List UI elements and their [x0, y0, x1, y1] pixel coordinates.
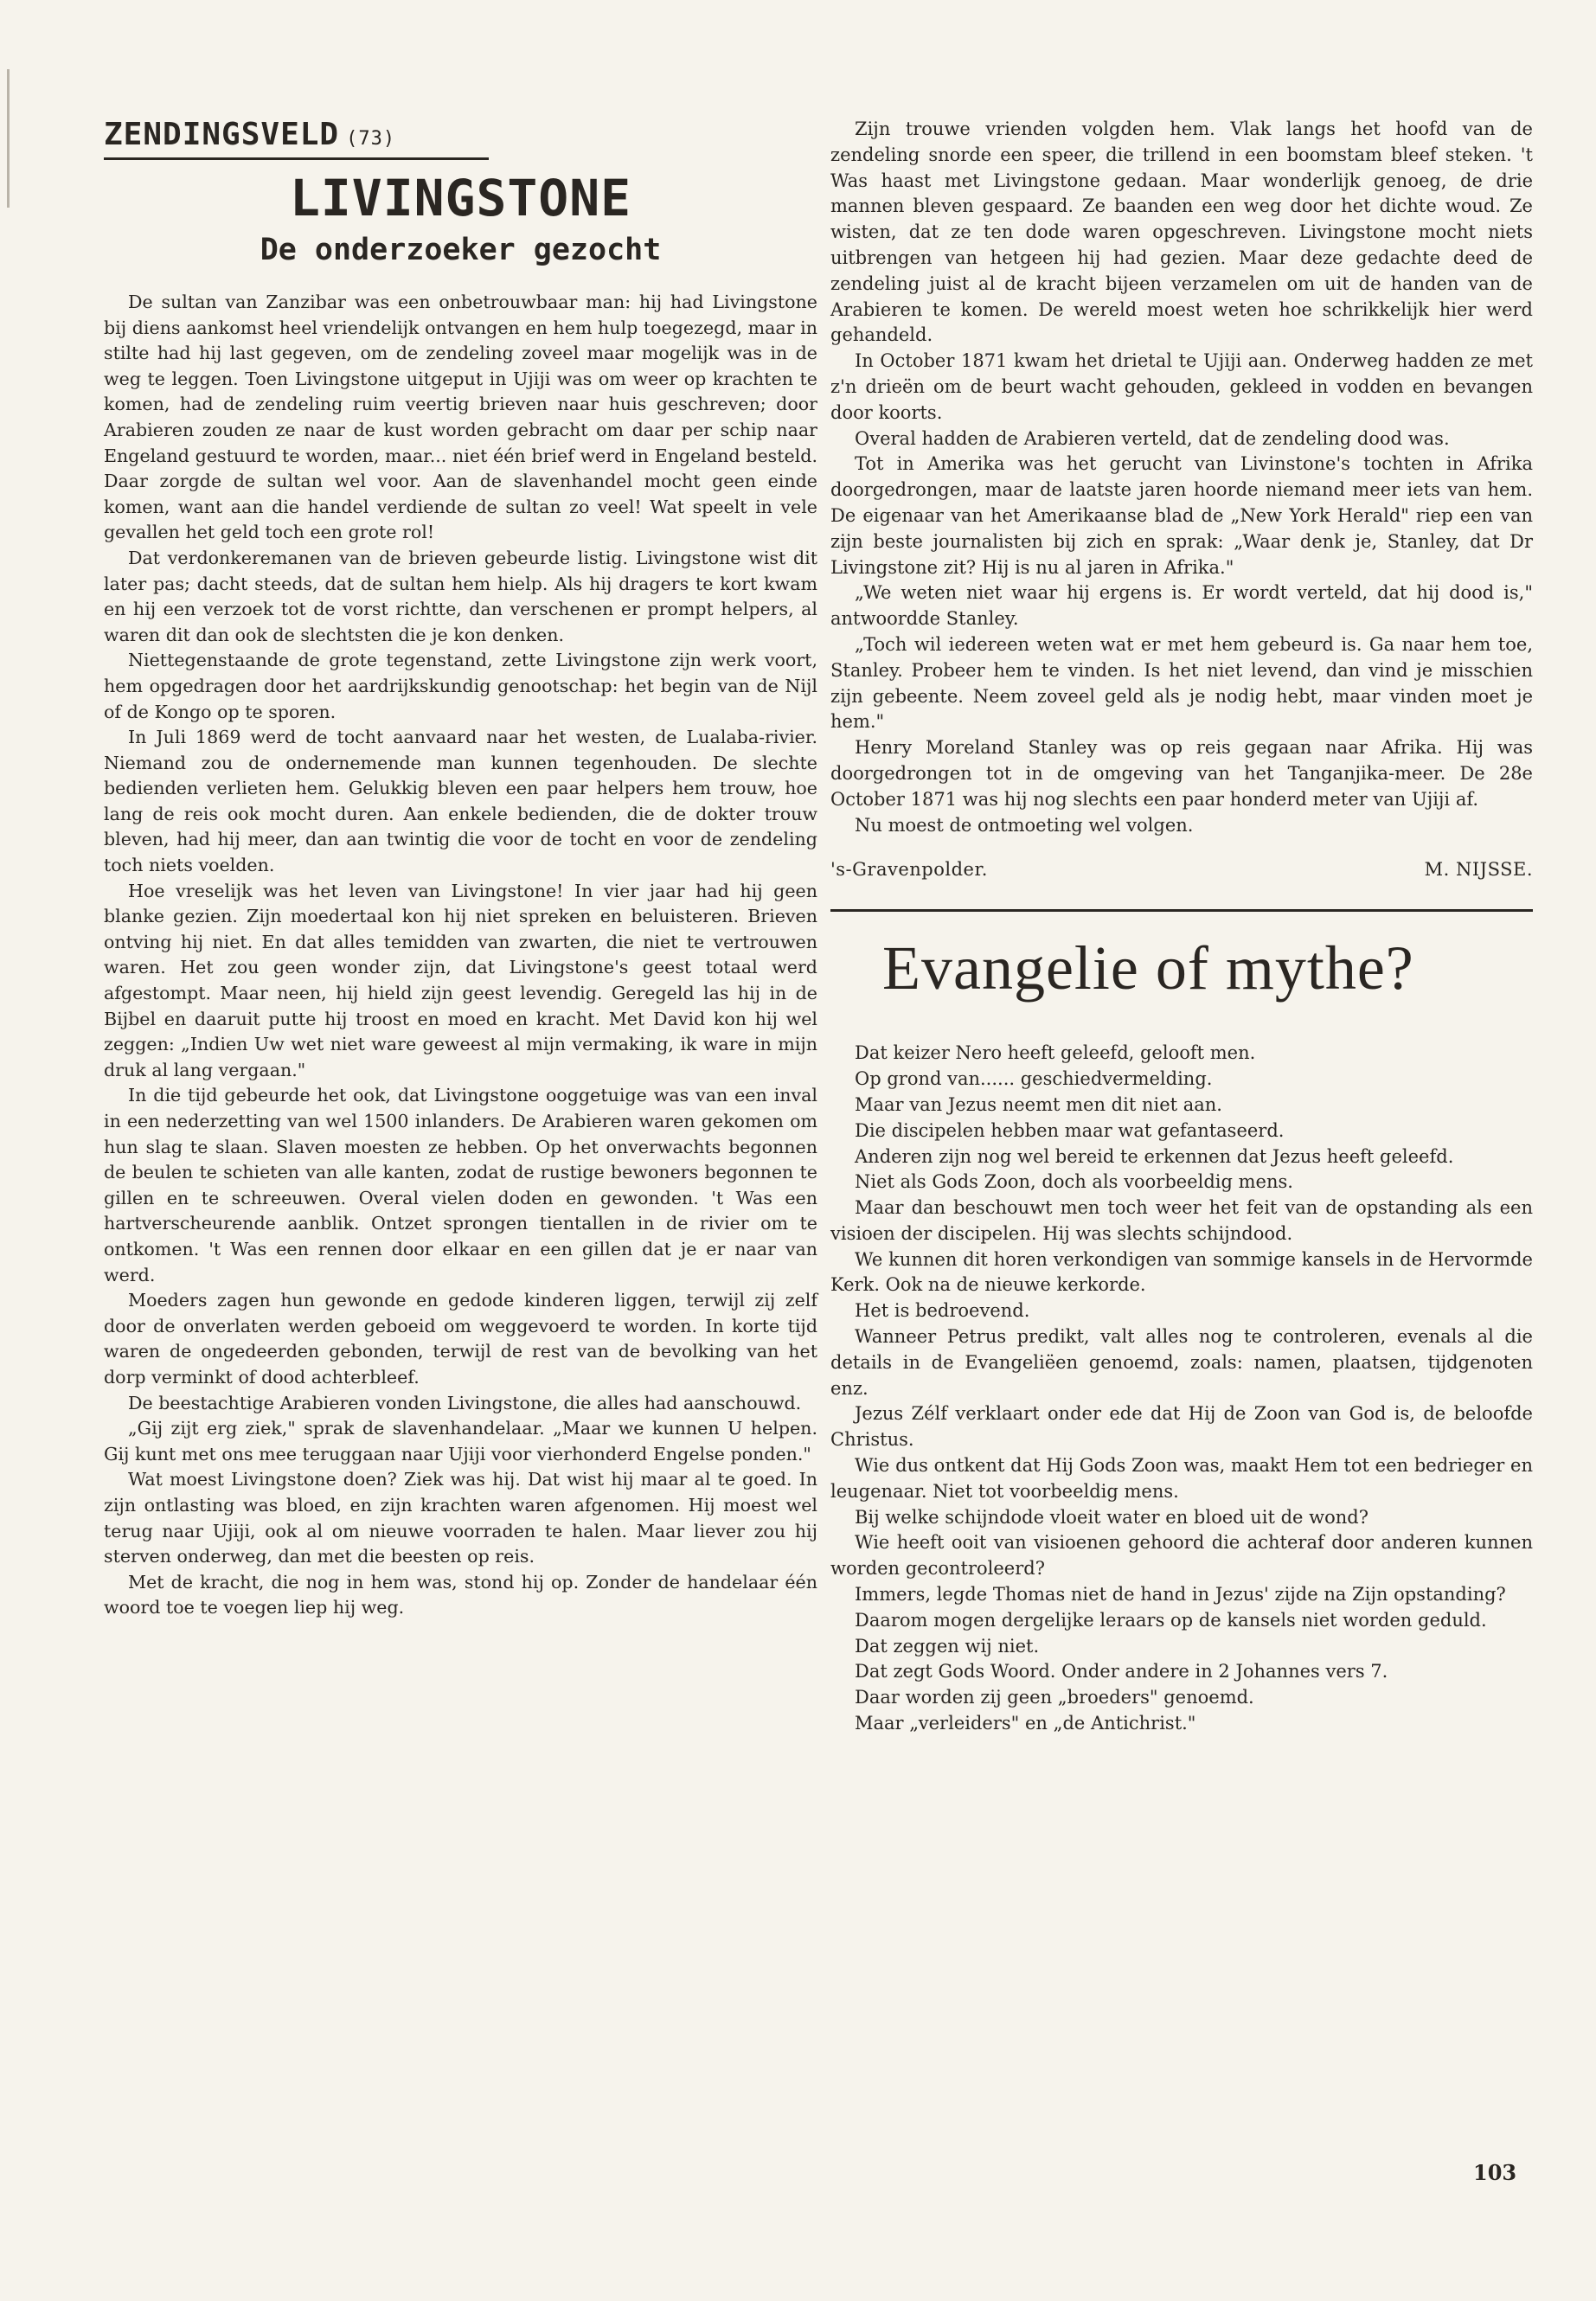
paragraph: Maar dan beschouwt men toch weer het feit van de opstanding als een visioen der discipelen. Hij was slechts schijndood. [830, 1197, 1533, 1244]
evangelie-body [830, 1041, 1533, 1737]
paragraph: Niettegenstaande de grote tegenstand, zette Livingstone zijn werk voort, hem opgedragen door het aardrijkskundig genootschap: het begin van de Nijl of de Kongo op te sporen. [104, 650, 817, 722]
paragraph: Die discipelen hebben maar wat gefantaseerd. [855, 1119, 1285, 1141]
paragraph: Moeders zagen hun gewonde en gedode kinderen liggen, terwijl zij zelf door de onverlaten werden geboeid om weggevoerd te worden. In korte tijd waren de ongedeerden gebonden, terwijl de rest van de bevolking van het dorp verminkt of dood achterbleef. [104, 1290, 817, 1388]
article-body-continued [830, 117, 1533, 838]
section-header [104, 117, 817, 156]
paragraph: „Gij zijt erg ziek," sprak de slavenhandelaar. „Maar we kunnen U helpen. Gij kunt met ons mee teruggaan naar Ujiji voor vierhonderd Engelse ponden." [104, 1418, 817, 1465]
signature-author: M. NIJSSE. [1424, 859, 1533, 881]
article-signature [830, 859, 1533, 880]
right-column [830, 117, 1533, 1737]
paragraph: Dat zeggen wij niet. [855, 1635, 1040, 1657]
header-rule [104, 157, 489, 160]
section-divider [830, 909, 1533, 912]
article-title: LIVINGSTONE [289, 169, 632, 228]
article-body [104, 290, 817, 1621]
paragraph: Het is bedroevend. [855, 1300, 1030, 1322]
paragraph: Niet als Gods Zoon, doch als voorbeeldig mens. [855, 1171, 1293, 1193]
page-number: 103 [1473, 2160, 1517, 2185]
paragraph: Jezus Zélf verklaart onder ede dat Hij de Zoon van God is, de beloofde Christus. [830, 1403, 1533, 1451]
paragraph: In Juli 1869 werd de tocht aanvaard naar het westen, de Lualaba-rivier. Niemand zou de ondernemende man kunnen tegenhouden. De slechte bedienden verlieten hem. Gelukkig bleven een paar helpers hem trouw, hoe lang de reis ook mocht duren. Aan enkele bedienden, die de dokter trouw bleven, had hij meer, dan aan twintig die voor de tocht en voor de zendeling toch niets voelden. [104, 727, 817, 876]
section-number: (73) [346, 128, 396, 150]
paragraph: Nu moest de ontmoeting wel volgen. [855, 814, 1194, 836]
paragraph: Overal hadden de Arabieren verteld, dat de zendeling dood was. [855, 427, 1450, 449]
paragraph: Zijn trouwe vrienden volgden hem. Vlak langs het hoofd van de zendeling snorde een speer, die trillend in een boomstam bleef steken. 't Was haast met Livingstone gedaan. Maar wonderlijk genoeg, de drie mannen bleven gespaard. Ze baanden een weg door het dichte woud. Ze wisten, dat ze ten dode waren opgeschreven. Livingstone mocht niets uitbrengen van hetgeen hij had gezien. Maar deze gedachte deed de zendeling juist al de kracht bijeen verzamelen om uit de handen van de Arabieren te komen. De wereld moest weten hoe schrikkelijk hier werd gehandeld. [830, 119, 1533, 346]
paragraph: Henry Moreland Stanley was op reis gegaan naar Afrika. Hij was doorgedrongen tot in de omgeving van het Tanganjika-meer. De 28e October 1871 was hij nog slechts een paar honderd meter van Ujiji af. [830, 737, 1533, 810]
section-label: ZENDINGSVELD [104, 117, 340, 152]
paragraph: De beestachtige Arabieren vonden Livingstone, die alles had aanschouwd. [128, 1392, 802, 1413]
paragraph: Dat verdonkeremanen van de brieven gebeurde listig. Livingstone wist dit later pas; dacht steeds, dat de sultan hem hielp. Als hij dragers te kort kwam en hij een verzoek tot de vorst richtte, dan verschenen er prompt helpers, al waren dit dan ook de slechtsten die je kon denken. [104, 547, 817, 645]
paragraph: Immers, legde Thomas niet de hand in Jezus' zijde na Zijn opstanding? [855, 1584, 1506, 1606]
paragraph: Wanneer Petrus predikt, valt alles nog te controleren, evenals al die details in de Evangeliëen genoemd, zoals: namen, plaatsen, tijdgenoten enz. [830, 1326, 1533, 1399]
paragraph: Wie dus ontkent dat Hij Gods Zoon was, maakt Hem tot een bedrieger en leugenaar. Niet tot voorbeeldig mens. [830, 1455, 1533, 1502]
paragraph: Tot in Amerika was het gerucht van Livinstone's tochten in Afrika doorgedrongen, maar de laatste jaren hoorde niemand meer iets van hem. De eigenaar van het Amerikaanse blad de „New York Herald" riep een van zijn beste journalisten bij zich en sprak: „Waar denk je, Stanley, dat Dr Livingstone zit? Hij is nu al jaren in Afrika." [830, 453, 1533, 578]
paragraph: Maar „verleiders" en „de Antichrist." [855, 1713, 1196, 1734]
paragraph: Daarom mogen dergelijke leraars op de kansels niet worden geduld. [855, 1609, 1487, 1631]
signature-place: 's-Gravenpolder. [830, 859, 988, 881]
paragraph: Wie heeft ooit van visioenen gehoord die achteraf door anderen kunnen worden gecontroleerd? [830, 1532, 1533, 1580]
paragraph: In October 1871 kwam het drietal te Ujiji aan. Onderweg hadden ze met z'n drieën om de beurt wacht gehouden, gekleed in vodden en bevangen door koorts. [830, 350, 1533, 423]
paragraph: Dat keizer Nero heeft geleefd, gelooft men. [855, 1042, 1256, 1064]
paragraph: We kunnen dit horen verkondigen van sommige kansels in de Hervormde Kerk. Ook na de nieuwe kerkorde. [830, 1248, 1533, 1296]
paragraph: Maar van Jezus neemt men dit niet aan. [855, 1093, 1222, 1115]
paragraph: Daar worden zij geen „broeders" genoemd. [855, 1687, 1254, 1708]
paragraph: Bij welke schijndode vloeit water en bloed uit de wond? [855, 1506, 1369, 1528]
paragraph: „We weten niet waar hij ergens is. Er wordt verteld, dat hij dood is," antwoordde Stanley. [830, 582, 1533, 630]
scan-edge-mark [7, 69, 10, 208]
evangelie-title: Evangelie of mythe? [882, 933, 1414, 1003]
paragraph: „Toch wil iedereen weten wat er met hem gebeurd is. Ga naar hem toe, Stanley. Probeer hem te vinden. Is het niet levend, dan vind je misschien zijn gebeente. Neem zoveel geld als je nodig hebt, maar vinden moet je hem." [830, 633, 1533, 733]
paragraph: Dat zegt Gods Woord. Onder andere in 2 Johannes vers 7. [855, 1661, 1388, 1682]
paragraph: Op grond van...... geschiedvermelding. [855, 1068, 1213, 1090]
article-subtitle: De onderzoeker gezocht [260, 233, 662, 267]
paragraph: De sultan van Zanzibar was een onbetrouwbaar man: hij had Livingstone bij diens aankomst heel vriendelijk ontvangen en hem hulp toegezegd, maar in stilte had hij last gegeven, om de zendeling zoveel maar mogelijk was in de weg te leggen. Toen Livingstone uitgeput in Ujiji was om weer op krachten te komen, had de zendeling ruim veertig brieven naar huis geschreven; door Arabieren zouden ze naar de kust worden gebracht om daar per schip naar Engeland gestuurd te worden, maar... niet één brief werd in Engeland besteld. Daar zorgde de sultan wel voor. Aan de slavenhandel mocht geen einde komen, want aan die handel verdiende de sultan zo veel! Wat speelt in vele gevallen het geld toch een grote rol! [104, 292, 817, 543]
paragraph: In die tijd gebeurde het ook, dat Livingstone ooggetuige was van een inval in een nederzetting van wel 1500 inlanders. De Arabieren waren gekomen om hun slag te slaan. Slaven moesten ze hebben. Op het onverwachts begonnen de beulen te schieten van alle kanten, zodat de rustige bewoners begonnen te gillen en te schreeuwen. Overal vielen doden en gewonden. 't Was een hartverscheurende aanblik. Ontzet sprongen tientallen in de rivier om te ontkomen. 't Was een rennen door elkaar en een gillen dat je er naar van werd. [104, 1085, 817, 1285]
paragraph: Hoe vreselijk was het leven van Livingstone! In vier jaar had hij geen blanke gezien. Zijn moedertaal kon hij niet spreken en beluisteren. Brieven ontving hij niet. En dat alles temidden van zwarten, die niet te vertrouwen waren. Het zou geen wonder zijn, dat Livingstone's geest totaal werd afgestompt. Maar neen, hij hield zijn geest levendig. Geregeld las hij in de Bijbel en daaruit putte hij troost en moed en kracht. Met David kon hij wel zeggen: „Indien Uw wet niet ware geweest al mijn vermaking, ik ware in mijn druk al lang vergaan." [104, 880, 817, 1080]
paragraph: Wat moest Livingstone doen? Ziek was hij. Dat wist hij maar al te goed. In zijn ontlasting was bloed, en zijn krachten waren afgenomen. Hij moest wel terug naar Ujiji, ook al om nieuwe voorraden te halen. Maar liever zou hij sterven onderweg, dan met die beesten op reis. [104, 1469, 817, 1567]
paragraph: Anderen zijn nog wel bereid te erkennen dat Jezus heeft geleefd. [855, 1145, 1454, 1167]
left-column [104, 117, 817, 1621]
paragraph: Met de kracht, die nog in hem was, stond hij op. Zonder de handelaar één woord toe te voegen liep hij weg. [104, 1571, 817, 1618]
